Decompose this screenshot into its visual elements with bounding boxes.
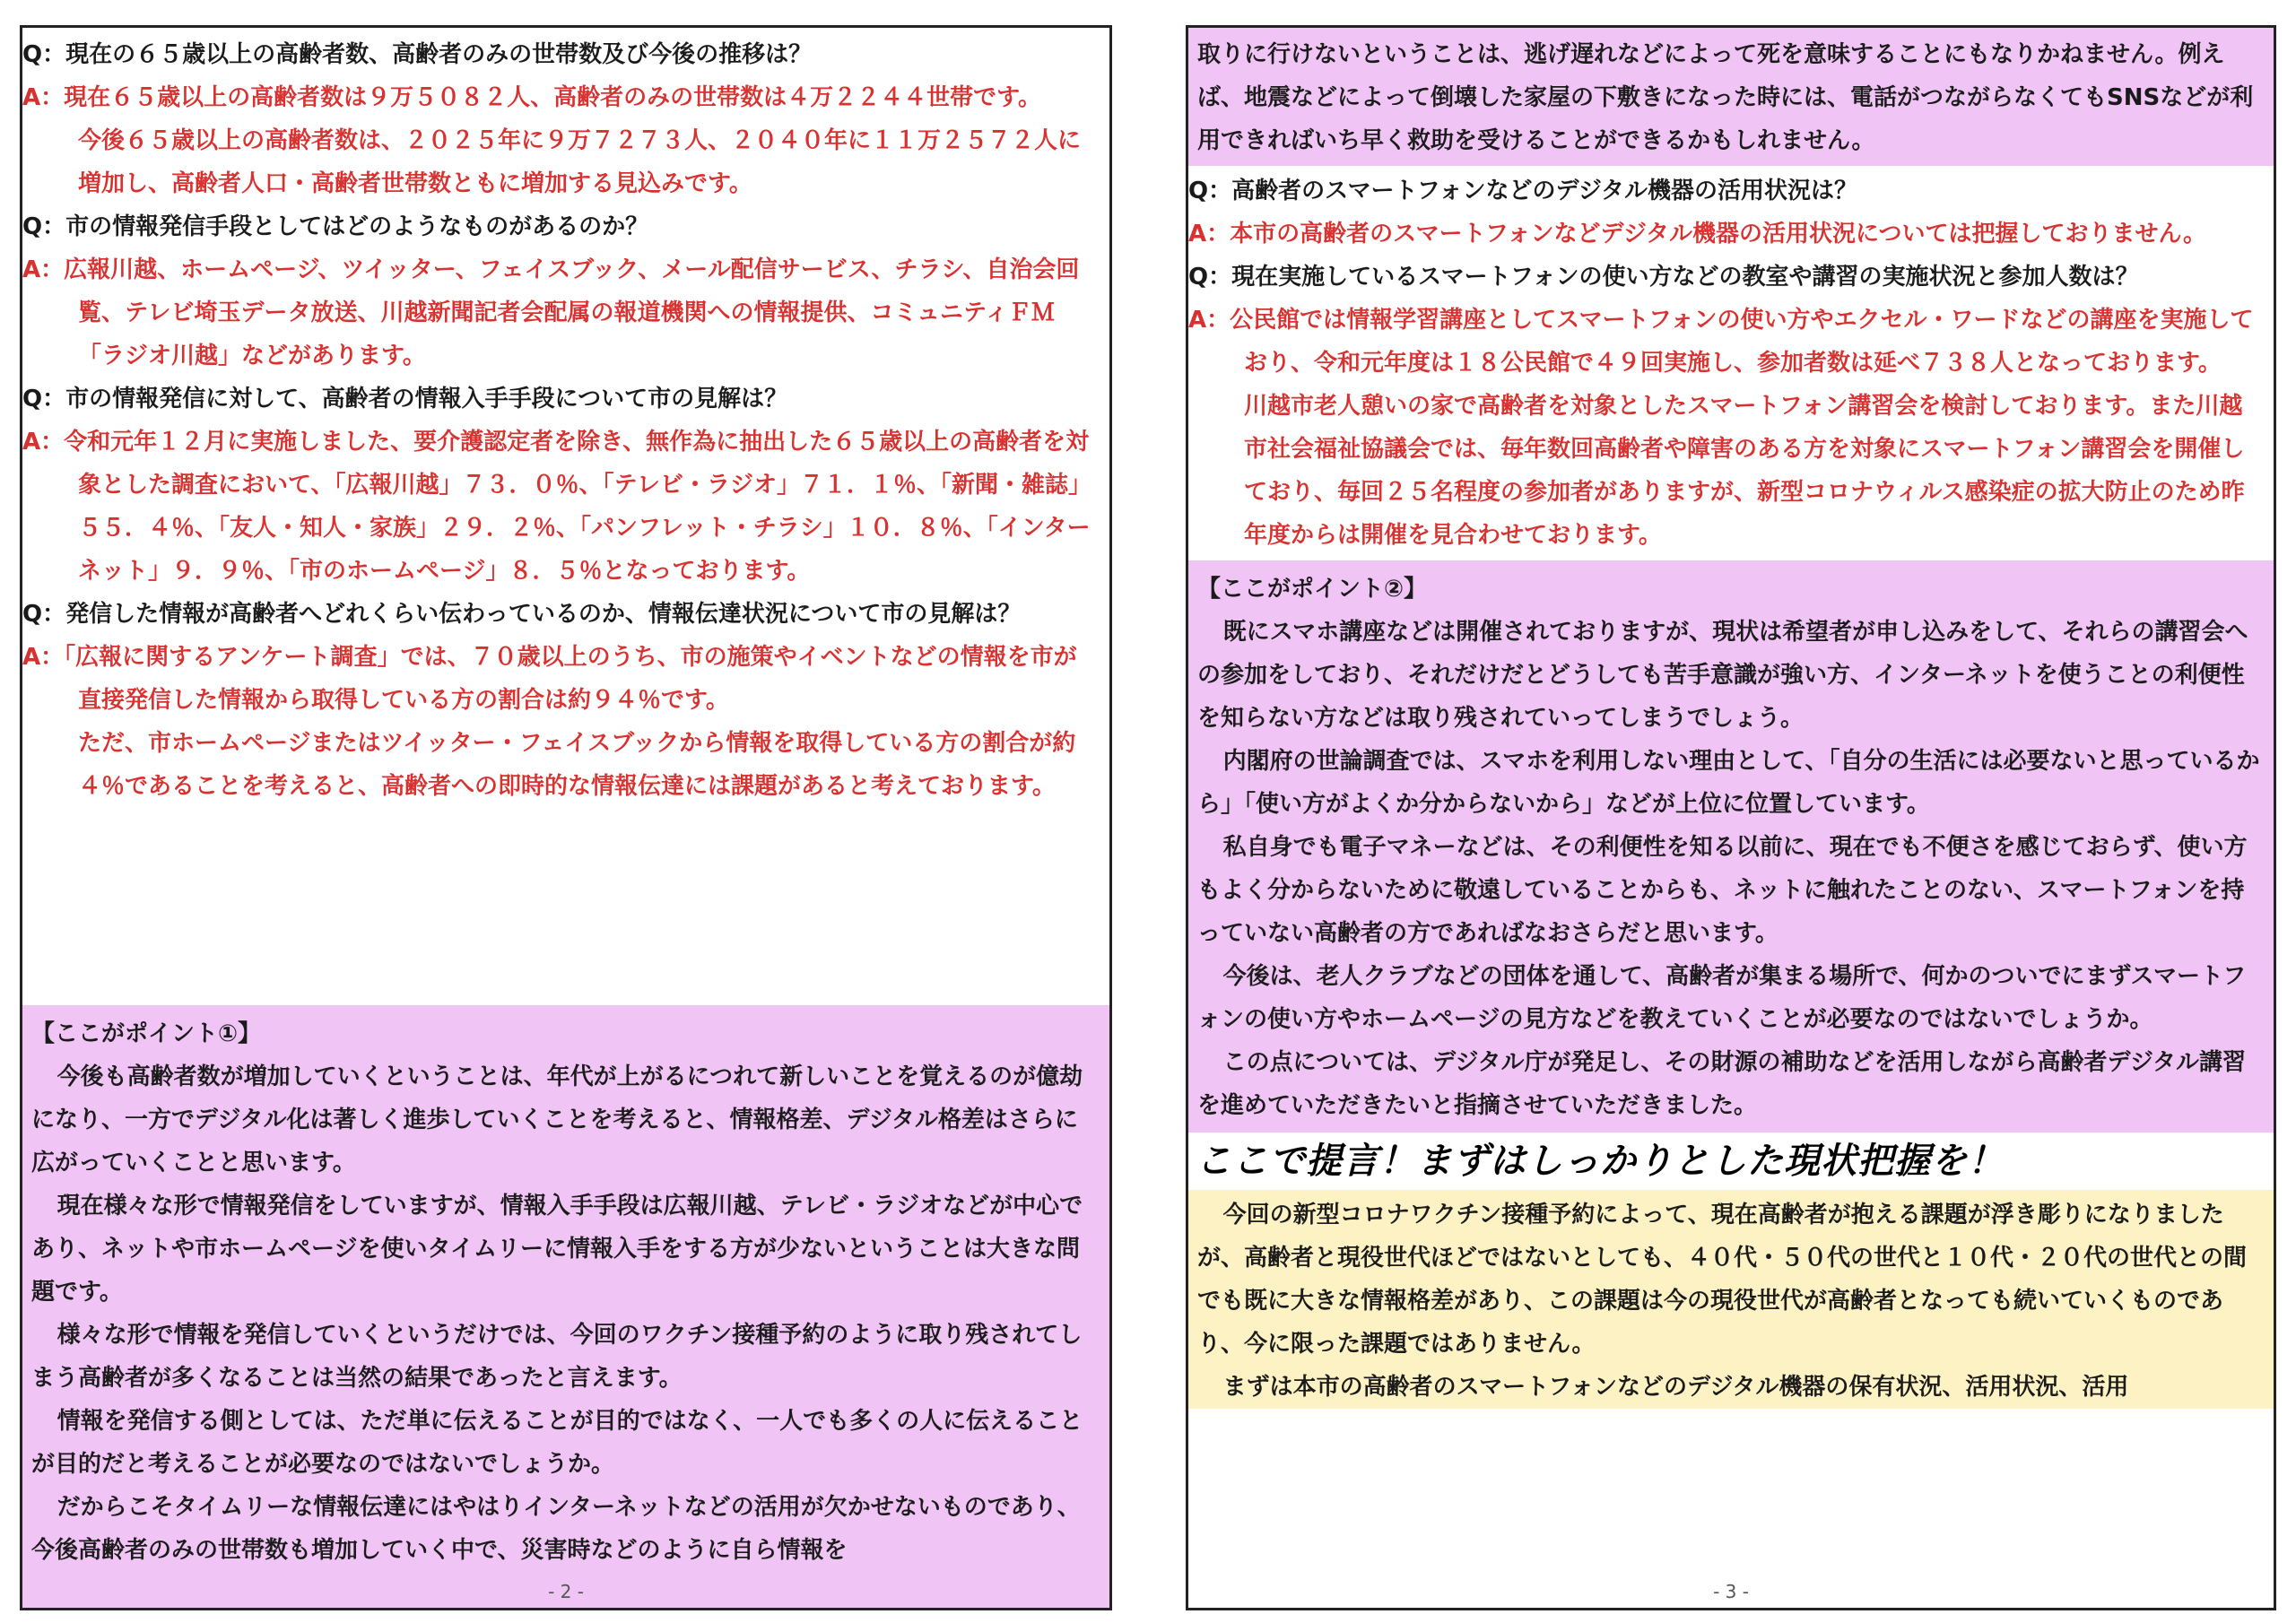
question-2: Q：市の情報発信手段としてはどのようなものがあるのか？: [22, 213, 649, 240]
page-number: - 2 -: [548, 1581, 584, 1602]
answer-5: A：本市の高齢者のスマートフォンなどデジタル機器の活用状況については把握しておりません。: [1188, 221, 2207, 247]
proposal-box: [1188, 1190, 2274, 1409]
qa-section-page2: [22, 28, 1109, 808]
point-1-title: 【ここがポイント①】: [31, 1020, 262, 1047]
point-1-paragraph: 今後も高齢者数が増加していくということは、年代が上がるにつれて新しいことを覚えるのが億劫になり、一方でデジタル化は著しく進歩していくことを考えると、情報格差、デジタル格差はさらに広がっていくことと思います。: [31, 1063, 1083, 1176]
qa-section-page3: [1188, 166, 2274, 557]
answer-4: A：「広報に関するアンケート調査」では、７０歳以上のうち、市の施策やイベントなどの情報を市が直接発信した情報から取得している方の割合は約９４％です。: [22, 644, 1077, 714]
proposal-paragraph: 今回の新型コロナワクチン接種予約によって、現在高齢者が抱える課題が浮き彫りになりましたが、高齢者と現役世代ほどではないとしても、４０代・５０代の世代と１０代・２０代の世代との間でも既に大きな情報格差があり、この課題は今の現役世代が高齢者となっても続いていくものであり、今に限った課題ではありません。: [1197, 1202, 2248, 1358]
point-2-paragraph: 既にスマホ講座などは開催されておりますが、現状は希望者が申し込みをして、それらの講習会への参加をしており、それだけだとどうしても苦手意識が強い方、インターネットを使うことの利便性を知らない方などは取り残されていってしまうでしょう。: [1197, 619, 2248, 732]
point-2-paragraph: 今後は、老人クラブなどの団体を通して、高齢者が集まる場所で、何かのついでにまずスマートフォンの使い方やホームページの見方などを教えていくことが必要なのではないでしょうか。: [1197, 963, 2247, 1033]
point-2-box: [1188, 560, 2274, 1133]
answer-3: A：令和元年１２月に実施しました、要介護認定者を除き、無作為に抽出した６５歳以上の高齢者を対象とした調査において、「広報川越」７３．０％、「テレビ・ラジオ」７１．１％、「新聞・雑誌」５５．４％、「友人・知人・家族」２９．２％、「パンフレット・チラシ」１０．８％、「インターネット」９．９％、「市のホームページ」８．５％となっております。: [22, 429, 1091, 585]
answer-1-continued: 今後６５歳以上の高齢者数は、２０２５年に９万７２７３人、２０４０年に１１万２５７２人に増加し、高齢者人口・高齢者世帯数ともに増加する見込みです。: [78, 127, 1082, 197]
page-2: [20, 25, 1112, 1610]
answer-6: A：公民館では情報学習講座としてスマートフォンの使い方やエクセル・ワードなどの講座を実施しており、令和元年度は１８公民館で４９回実施し、参加者数は延べ７３８人となっております。: [1188, 307, 2254, 377]
point-2-paragraph: 私自身でも電子マネーなどは、その利便性を知る以前に、現在でも不便さを感じておらず、使い方もよく分からないために敬遠していることからも、ネットに触れたことのない、スマートフォンを持っていない高齢者の方であればなおさらだと思います。: [1197, 834, 2248, 947]
point-2-paragraph: 内閣府の世論調査では、スマホを利用しない理由として、「自分の生活には必要ないと思っているから」「使い方がよくか分からないから」などが上位に位置しています。: [1197, 748, 2260, 818]
page3-content: [1188, 28, 2274, 1409]
continued-text-box: [1188, 28, 2274, 166]
page-3: [1186, 25, 2276, 1610]
proposal-heading: ここで提言！まずはしっかりとした現状把握を！: [1196, 1141, 2005, 1182]
point-1-paragraph: 現在様々な形で情報発信をしていますが、情報入手手段は広報川越、テレビ・ラジオなどが中心であり、ネットや市ホームページを使いタイムリーに情報入手をする方が少ないということは大きな問題です。: [31, 1193, 1083, 1306]
question-6: Q：現在実施しているスマートフォンの使い方などの教室や講習の実施状況と参加人数は？: [1188, 264, 2139, 291]
answer-6-continued: 川越市老人憩いの家で高齢者を対象としたスマートフォン講習会を検討しております。また川越市社会福祉協議会では、毎年数回高齢者や障害のある方を対象にスマートフォン講習会を開催しており、毎回２５名程度の参加者がありますが、新型コロナウィルス感染症の拡大防止のため昨年度からは開催を見合わせております。: [1244, 393, 2245, 549]
proposal-paragraph: まずは本市の高齢者のスマートフォンなどのデジタル機器の保有状況、活用状況、活用: [1222, 1374, 2129, 1401]
page-number: - 3 -: [1713, 1581, 1749, 1602]
question-4: Q：発信した情報が高齢者へどれくらい伝わっているのか、情報伝達状況について市の見解は？: [22, 601, 1022, 628]
answer-1: A：現在６５歳以上の高齢者数は９万５０８２人、高齢者のみの世帯数は４万２２４４世帯です。: [22, 84, 1042, 111]
point-1-paragraph: 様々な形で情報を発信していくというだけでは、今回のワクチン接種予約のように取り残されてしまう高齢者が多くなることは当然の結果であったと言えます。: [31, 1322, 1083, 1392]
answer-4-continued: ただ、市ホームページまたはツイッター・フェイスブックから情報を取得している方の割合が約４％であることを考えると、高齢者への即時的な情報伝達には課題があると考えております。: [78, 730, 1076, 800]
question-3: Q：市の情報発信に対して、高齢者の情報入手手段について市の見解は？: [22, 386, 788, 412]
point-2-title: 【ここがポイント②】: [1197, 576, 1428, 603]
point-1-paragraph: 情報を発信する側としては、ただ単に伝えることが目的ではなく、一人でも多くの人に伝えることが目的だと考えることが必要なのではないでしょうか。: [31, 1408, 1083, 1478]
question-5: Q：高齢者のスマートフォンなどのデジタル機器の活用状況は？: [1188, 178, 1857, 204]
question-1: Q：現在の６５歳以上の高齢者数、高齢者のみの世帯数及び今後の推移は？: [22, 41, 813, 68]
point-1-paragraph: だからこそタイムリーな情報伝達にはやはりインターネットなどの活用が欠かせないものであり、今後高齢者のみの世帯数も増加していく中で、災害時などのように自ら情報を: [31, 1494, 1081, 1564]
point-2-paragraph: この点については、デジタル庁が発足し、その財源の補助などを活用しながら高齢者デジタル講習を進めていただきたいと指摘させていただきました。: [1197, 1049, 2246, 1119]
answer-2: A：広報川越、ホームページ、ツイッター、フェイスブック、メール配信サービス、チラシ、自治会回覧、テレビ埼玉データ放送、川越新聞記者会配属の報道機関への情報提供、コミュニティＦＭ「ラジオ川越」などがあります。: [22, 256, 1080, 369]
continued-paragraph: 取りに行けないということは、逃げ遅れなどによって死を意味することにもなりかねません。例えば、地震などによって倒壊した家屋の下敷きになった時には、電話がつながらなくてもSNSなどが利用できればいち早く救助を受けることができるかもしれません。: [1197, 41, 2254, 154]
point-1-box: [22, 1005, 1109, 1608]
